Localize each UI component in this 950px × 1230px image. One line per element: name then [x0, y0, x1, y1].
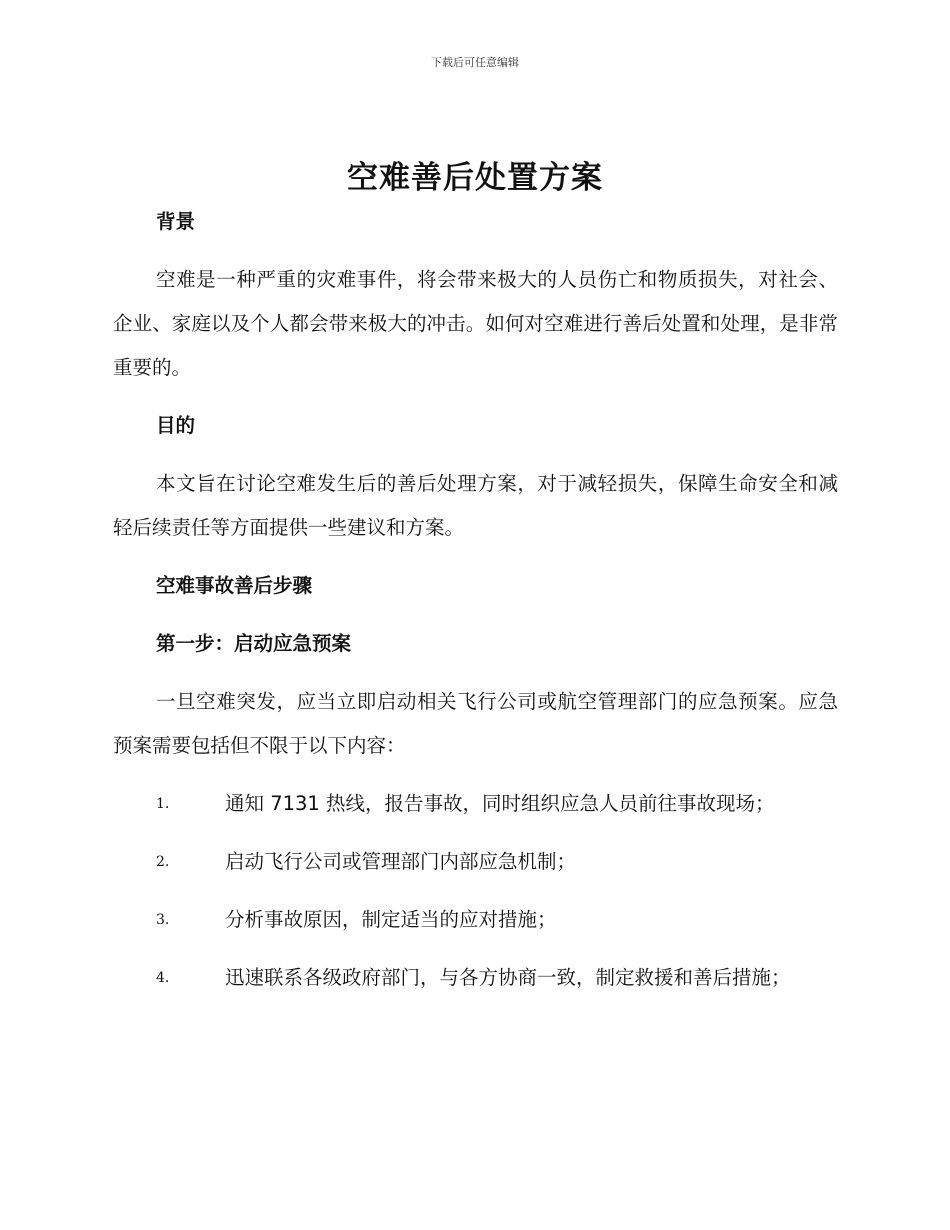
header-note: 下载后可任意编辑 [431, 56, 519, 69]
document-title: 空难善后处置方案 [347, 160, 603, 196]
list-item-text: 迅速联系各级政府部门，与各方协商一致，制定救援和善后措施； [225, 966, 791, 989]
list-item [113, 898, 838, 942]
list-item-text: 分析事故原因，制定适当的应对措施； [225, 908, 557, 931]
step1-list [113, 782, 838, 1000]
list-item [113, 840, 838, 884]
section-heading-background: 背景 [156, 210, 196, 233]
list-item [113, 956, 838, 1000]
step1-paragraph: 一旦空难突发，应当立即启动相关飞行公司或航空管理部门的应急预案。应急预案需要包括但不限于以下内容： [113, 690, 838, 757]
list-item [113, 782, 838, 826]
list-item-text: 启动飞行公司或管理部门内部应急机制； [225, 850, 577, 873]
section-heading-purpose: 目的 [156, 414, 196, 437]
list-item-number: 4. [156, 970, 170, 986]
list-item-number: 2. [156, 854, 170, 870]
list-item-number: 1. [156, 796, 170, 812]
document-body [113, 200, 838, 1014]
purpose-paragraph: 本文旨在讨论空难发生后的善后处理方案，对于减轻损失，保障生命安全和减轻后续责任等方面提供一些建议和方案。 [113, 472, 838, 539]
step1-heading: 第一步：启动应急预案 [156, 632, 352, 655]
list-item-text: 通知 7131 热线，报告事故，同时组织应急人员前往事故现场； [225, 792, 775, 815]
list-item-number: 3. [156, 912, 170, 928]
section-heading-steps: 空难事故善后步骤 [156, 574, 313, 597]
background-paragraph: 空难是一种严重的灾难事件，将会带来极大的人员伤亡和物质损失，对社会、企业、家庭以及个人都会带来极大的冲击。如何对空难进行善后处置和处理，是非常重要的。 [113, 268, 838, 379]
